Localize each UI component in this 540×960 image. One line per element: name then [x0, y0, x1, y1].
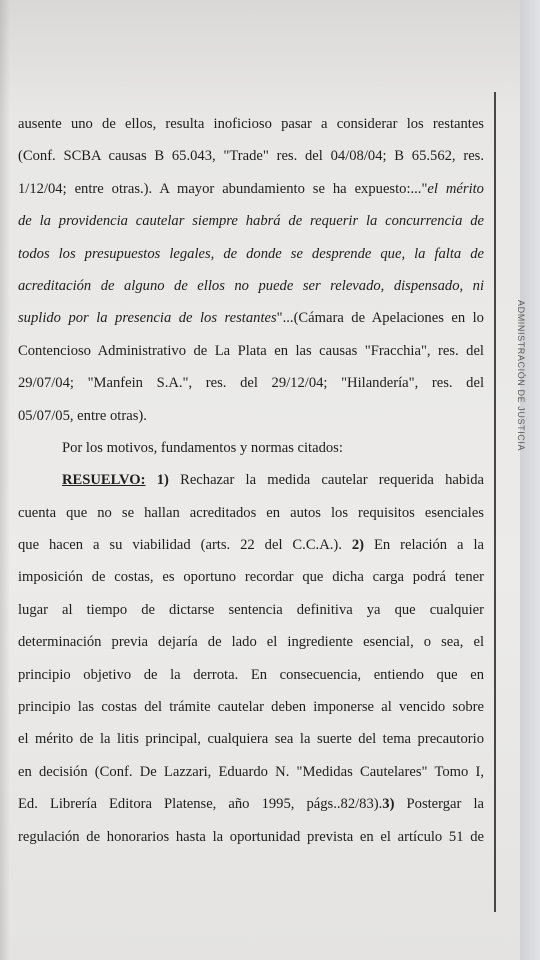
text-segment: el mérito de la litis principal, cualquiera sea la suerte del tema precautorio: [18, 731, 484, 748]
text-line: [18, 270, 484, 302]
text-line: [18, 367, 484, 399]
text-segment: "...(Cámara de Apelaciones en lo: [276, 310, 484, 327]
text-segment: en decisión (Conf. De Lazzari, Eduardo N. "Medidas Cautelares" Tomo I,: [18, 763, 484, 780]
text-segment: Ed. Librería Editora Platense, año 1995, págs..82/83).: [18, 796, 383, 813]
text-segment: acreditación de alguno de ellos no puede ser relevado, dispensado, ni: [18, 277, 484, 294]
text-segment: de la providencia cautelar siempre habrá de requerir la concurrencia de: [18, 213, 484, 230]
text-line: [18, 659, 484, 691]
text-line: [18, 821, 484, 853]
text-segment: RESUELVO:: [62, 472, 146, 489]
text-segment: cuenta que no se hallan acreditados en autos los requisitos esenciales: [18, 504, 484, 521]
text-segment: Por los motivos, fundamentos y normas citados:: [62, 439, 343, 456]
text-segment: 1/12/04; entre otras.). A mayor abundamiento se ha expuesto:...": [18, 180, 428, 197]
text-segment: 3): [382, 796, 395, 813]
text-segment: Rechazar la medida cautelar requerida habida: [168, 472, 484, 489]
text-line: [18, 302, 484, 334]
text-segment: [146, 472, 157, 488]
text-segment: todos los presupuestos legales, de donde se desprende que, la falta de: [18, 245, 484, 262]
text-line: [18, 723, 484, 755]
text-segment: 2): [351, 537, 365, 554]
text-line: [18, 594, 484, 626]
text-segment: principio objetivo de la derrota. En consecuencia, entiendo que en: [18, 666, 484, 683]
side-stamp: [504, 300, 540, 940]
text-line: [18, 205, 484, 237]
text-line: [18, 400, 484, 432]
text-segment: Postergar la: [394, 796, 485, 813]
text-line: [18, 432, 484, 464]
text-segment: 1): [156, 472, 169, 489]
margin-rule: [494, 92, 496, 912]
text-segment: En relación a la: [364, 537, 484, 554]
text-line: [18, 756, 484, 788]
text-line: [18, 529, 484, 561]
text-segment: determinación previa dejaría de lado el ingrediente esencial, o sea, el: [18, 634, 484, 651]
page-shadow: [0, 0, 10, 960]
text-segment: suplido por la presencia de los restantes: [18, 310, 277, 327]
text-line: [18, 497, 484, 529]
text-line: [18, 238, 484, 270]
text-segment: 29/07/04; "Manfein S.A.", res. del 29/12/04; "Hilandería", res. del: [18, 375, 484, 392]
text-line: [18, 691, 484, 723]
text-segment: (Conf. SCBA causas B 65.043, "Trade" res. del 04/08/04; B 65.562, res.: [18, 148, 484, 165]
side-stamp-text: ADMINISTRACIÓN DE JUSTICIA: [516, 300, 526, 452]
text-segment: principio las costas del trámite cautelar deben imponerse al vencido sobre: [18, 699, 484, 716]
text-segment: ausente uno de ellos, resulta inoficioso pasar a considerar los restantes: [18, 116, 484, 132]
text-line: [18, 561, 484, 593]
text-line: [18, 788, 484, 820]
text-line: [18, 626, 484, 658]
text-line: [18, 140, 484, 172]
text-segment: 05/07/05, entre otras).: [18, 407, 147, 424]
text-segment: imposición de costas, es oportuno recordar que dicha carga podrá tener: [18, 569, 484, 586]
text-segment: lugar al tiempo de dictarse sentencia definitiva ya que cualquier: [18, 601, 484, 618]
text-line: [18, 464, 484, 496]
text-segment: el mérito: [427, 180, 484, 197]
text-segment: que hacen a su viabilidad (arts. 22 del C.C.A.).: [18, 537, 352, 554]
text-line: [18, 173, 484, 205]
text-segment: Contencioso Administrativo de La Plata en las causas "Fracchia", res. del: [18, 342, 484, 359]
text-line: [18, 108, 484, 140]
text-line: [18, 335, 484, 367]
text-segment: regulación de honorarios hasta la oportunidad prevista en el artículo 51 de: [18, 828, 484, 845]
document-body: [18, 108, 484, 853]
